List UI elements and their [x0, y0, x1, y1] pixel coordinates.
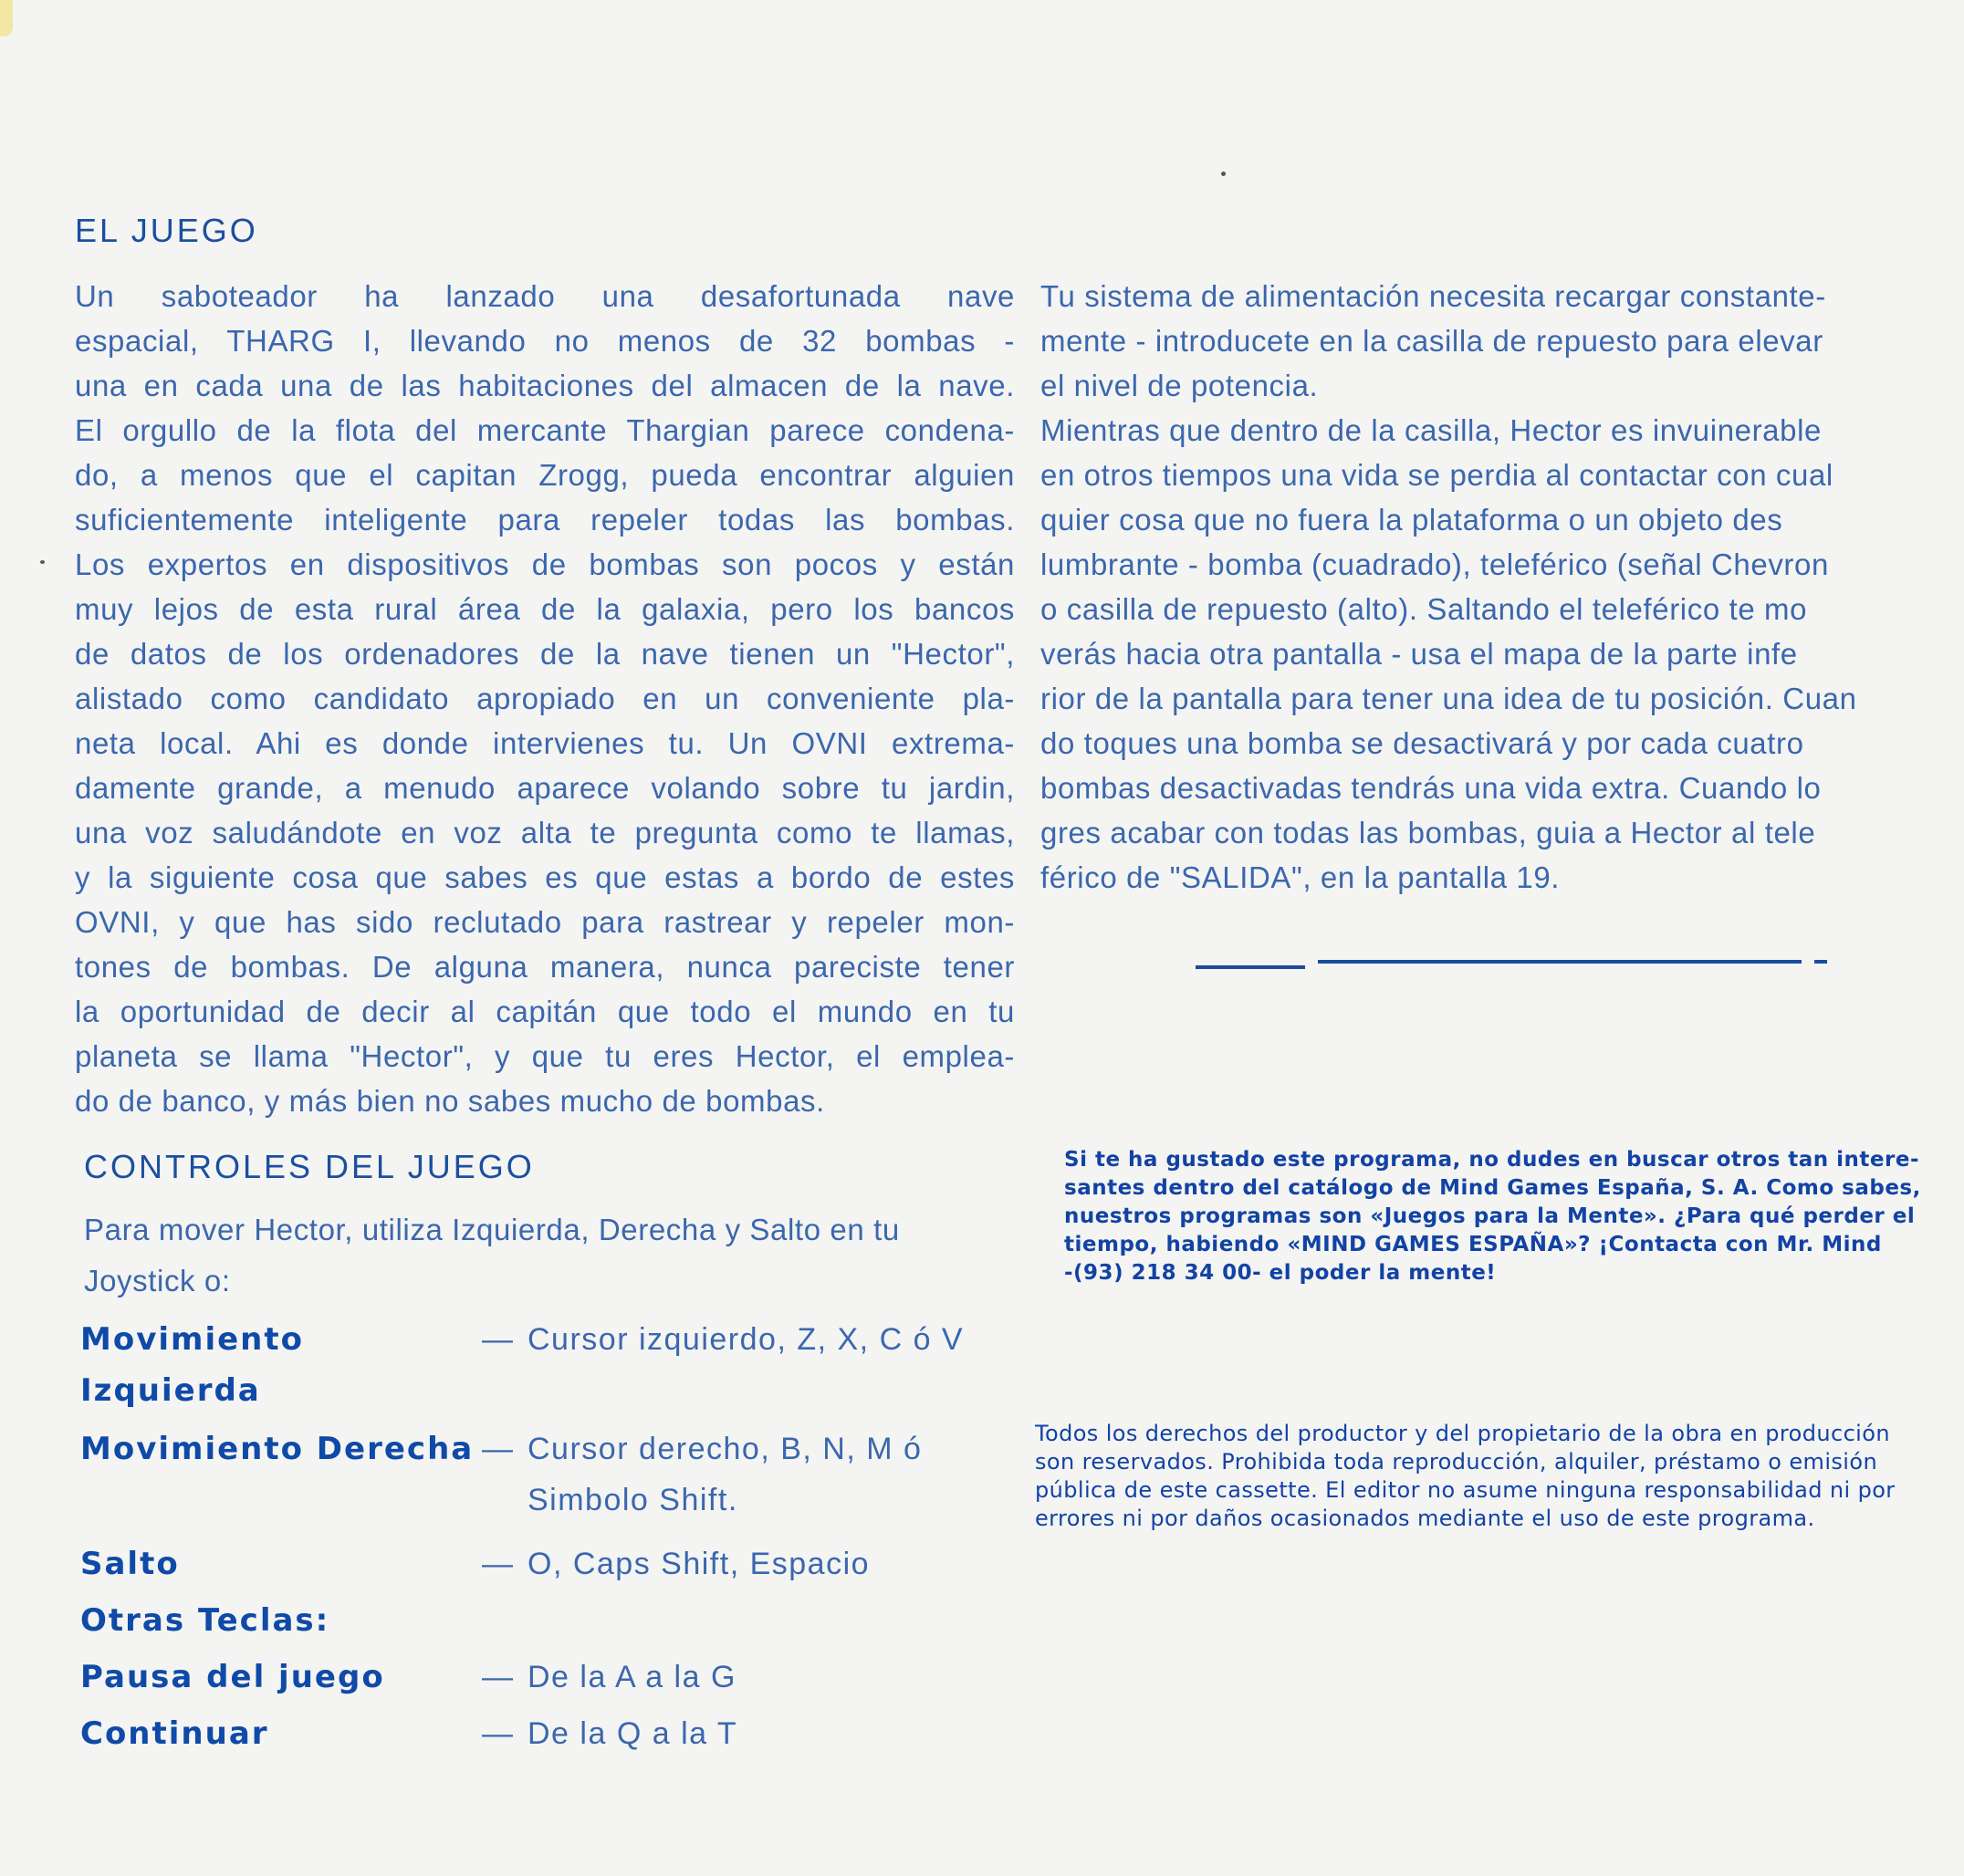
control-dash: —	[482, 1716, 513, 1751]
text-line: Un saboteador ha lanzado una desafortunada nave	[75, 279, 1015, 313]
control-dash: —	[482, 1432, 513, 1466]
text-line: muy lejos de esta rural área de la galaxia, pero los bancos	[75, 592, 1015, 626]
control-keys: De la Q a la T	[528, 1716, 738, 1751]
text-line: OVNI, y que has sido reclutado para rastrear y repeler mon-	[75, 905, 1015, 939]
paper-speck	[40, 560, 45, 564]
text-line: la oportunidad de decir al capitán que todo el mundo en tu	[75, 995, 1015, 1028]
text-line: Joystick o:	[84, 1264, 231, 1298]
text-line: y la siguiente cosa que sabes es que estas a bordo de estes	[75, 860, 1015, 894]
controls-heading: CONTROLES DEL JUEGO	[84, 1148, 535, 1185]
controls-intro	[84, 1204, 900, 1307]
control-label: Salto	[80, 1546, 180, 1582]
controls-table	[80, 1314, 964, 1759]
control-keys: De la A a la G	[528, 1660, 736, 1694]
text-line: o casilla de repuesto (alto). Saltando el teleférico te mo	[1040, 592, 1808, 626]
control-dash: —	[482, 1322, 513, 1357]
control-label	[80, 1475, 482, 1526]
control-dash: —	[482, 1660, 513, 1694]
text-line: de datos de los ordenadores de la nave tienen un "Hector",	[75, 637, 1015, 671]
controls-row	[80, 1646, 964, 1703]
text-line: do de banco, y más bien no sabes mucho de bombas.	[75, 1084, 825, 1118]
text-line: verás hacia otra pantalla - usa el mapa de la parte infe	[1040, 637, 1798, 671]
text-line: pública de este cassette. El editor no asume ninguna responsabilidad ni por	[1035, 1477, 1896, 1503]
divider-rule	[1814, 960, 1827, 964]
text-line: en otros tiempos una vida se perdia al contactar con cual	[1040, 458, 1833, 492]
game-description-right	[1040, 274, 1964, 900]
text-line: -(93) 218 34 00- el poder la mente!	[1064, 1261, 1497, 1285]
text-line: férico de "SALIDA", en la pantalla 19.	[1040, 860, 1561, 894]
control-keys: O, Caps Shift, Espacio	[528, 1547, 871, 1581]
text-line: espacial, THARG I, llevando no menos de 32 bombas -	[75, 324, 1015, 358]
controls-row	[80, 1475, 964, 1526]
control-keys: Simbolo Shift.	[528, 1483, 738, 1517]
text-line: bombas desactivadas tendrás una vida extra. Cuando lo	[1040, 771, 1822, 805]
control-label: Otras Teclas:	[80, 1602, 330, 1639]
text-line: neta local. Ahi es donde intervienes tu. Un OVNI extrema-	[75, 726, 1015, 760]
control-keys: Cursor derecho, B, N, M ó	[528, 1432, 923, 1466]
control-dash	[482, 1475, 528, 1526]
controls-row	[80, 1416, 964, 1475]
control-label: Movimiento Derecha	[80, 1431, 475, 1467]
text-line: Los expertos en dispositivos de bombas son pocos y están	[75, 547, 1015, 581]
copyright-notice	[1035, 1420, 1964, 1533]
divider-rule	[1318, 960, 1802, 964]
text-line: damente grande, a menudo aparece volando sobre tu jardin,	[75, 771, 1015, 805]
text-line: El orgullo de la flota del mercante Thargian parece condena-	[75, 413, 1015, 447]
game-heading: EL JUEGO	[75, 212, 258, 249]
text-line: una en cada una de las habitaciones del almacen de la nave.	[75, 369, 1015, 402]
text-line: gres acabar con todas las bombas, guia a Hector al tele	[1040, 816, 1816, 849]
controls-row	[80, 1589, 964, 1646]
text-line: do, a menos que el capitan Zrogg, pueda encontrar alguien	[75, 458, 1015, 492]
control-keys: Cursor izquierdo, Z, X, C ó V	[528, 1322, 965, 1357]
control-label: Movimiento Izquierda	[80, 1321, 304, 1409]
text-line: errores ni por daños ocasionados mediante el uso de este programa.	[1035, 1506, 1815, 1531]
divider-rule	[1196, 965, 1305, 969]
text-line: tones de bombas. De alguna manera, nunca pareciste tener	[75, 950, 1015, 984]
text-line: Tu sistema de alimentación necesita recargar constante-	[1040, 279, 1826, 313]
text-line: Todos los derechos del productor y del propietario de la obra en producción	[1035, 1421, 1890, 1446]
control-keys	[528, 1589, 964, 1646]
text-line: suficientemente inteligente para repeler todas las bombas.	[75, 503, 1015, 537]
text-line: Mientras que dentro de la casilla, Hector es invuinerable	[1040, 413, 1822, 447]
text-line: el nivel de potencia.	[1040, 369, 1319, 402]
text-line: tiempo, habiendo «MIND GAMES ESPAÑA»? ¡Contacta con Mr. Mind	[1064, 1233, 1882, 1256]
text-line: nuestros programas son «Juegos para la Mente». ¿Para qué perder el	[1064, 1204, 1916, 1228]
paper-corner-tint	[0, 0, 13, 36]
control-dash: —	[482, 1547, 513, 1581]
text-line: quier cosa que no fuera la plataforma o un objeto des	[1040, 503, 1783, 537]
text-line: do toques una bomba se desactivará y por cada cuatro	[1040, 726, 1804, 760]
text-line: santes dentro del catálogo de Mind Games España, S. A. Como sabes,	[1064, 1176, 1921, 1200]
control-dash	[482, 1589, 528, 1646]
text-line: son reservados. Prohibida toda reproducción, alquiler, préstamo o emisión	[1035, 1449, 1878, 1475]
control-label: Pausa del juego	[80, 1659, 385, 1695]
game-description-left	[75, 274, 1015, 1123]
text-line: planeta se llama "Hector", y que tu eres Hector, el emplea-	[75, 1039, 1015, 1073]
control-label: Continuar	[80, 1715, 269, 1752]
controls-row	[80, 1314, 964, 1416]
text-line: mente - introducete en la casilla de repuesto para elevar	[1040, 324, 1823, 358]
controls-row	[80, 1703, 964, 1759]
promo-note	[1064, 1146, 1921, 1287]
text-line: Para mover Hector, utiliza Izquierda, Derecha y Salto en tu	[84, 1213, 900, 1246]
paper-speck	[1221, 172, 1226, 176]
text-line: Si te ha gustado este programa, no dudes en buscar otros tan intere-	[1064, 1148, 1919, 1172]
text-line: una voz saludándote en voz alta te pregunta como te llamas,	[75, 816, 1015, 849]
text-line: alistado como candidato apropiado en un conveniente pla-	[75, 682, 1015, 715]
text-line: rior de la pantalla para tener una idea de tu posición. Cuan	[1040, 682, 1857, 715]
controls-row	[80, 1526, 964, 1589]
text-line: lumbrante - bomba (cuadrado), teleférico (señal Chevron	[1040, 547, 1829, 581]
